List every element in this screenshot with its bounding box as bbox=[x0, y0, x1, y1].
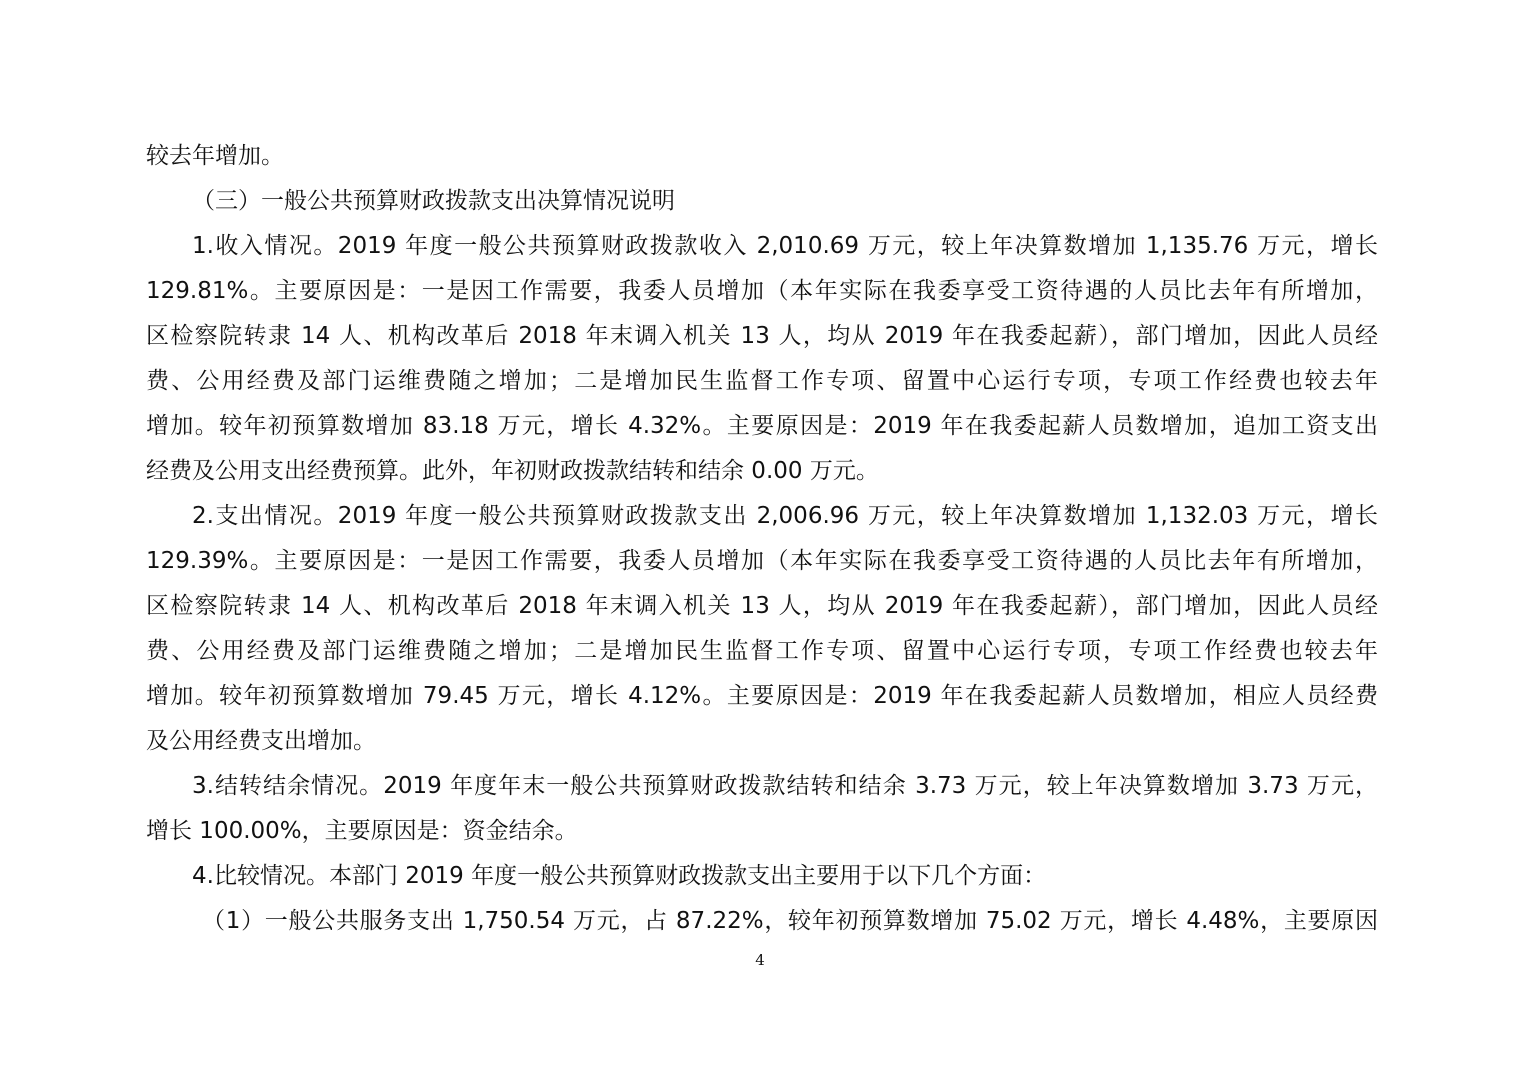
paragraph-line: 费、公用经费及部门运维费随之增加；二是增加民生监督工作专项、留置中心运行专项，专项工作经费也较去年 bbox=[146, 368, 1378, 394]
paragraph-line: 区检察院转隶 14 人、机构改革后 2018 年末调入机关 13 人，均从 2019 年在我委起薪），部门增加，因此人员经 bbox=[146, 593, 1378, 619]
page-number: 4 bbox=[755, 951, 765, 969]
paragraph-line: 129.81%。主要原因是：一是因工作需要，我委人员增加（本年实际在我委享受工资待遇的人员比去年有所增加， bbox=[146, 278, 1378, 304]
paragraph-line: 1.收入情况。2019 年度一般公共预算财政拨款收入 2,010.69 万元，较上年决算数增加 1,135.76 万元，增长 bbox=[192, 233, 1378, 259]
paragraph-line: 增加。较年初预算数增加 79.45 万元，增长 4.12%。主要原因是：2019 年在我委起薪人员数增加，相应人员经费 bbox=[146, 683, 1378, 709]
paragraph-line: 2.支出情况。2019 年度一般公共预算财政拨款支出 2,006.96 万元，较上年决算数增加 1,132.03 万元，增长 bbox=[192, 503, 1378, 529]
paragraph-line: （1）一般公共服务支出 1,750.54 万元，占 87.22%，较年初预算数增加 75.02 万元，增长 4.48%，主要原因 bbox=[202, 908, 1378, 934]
paragraph-line: 3.结转结余情况。2019 年度年末一般公共预算财政拨款结转和结余 3.73 万元，较上年决算数增加 3.73 万元， bbox=[192, 773, 1378, 799]
paragraph-line: 增加。较年初预算数增加 83.18 万元，增长 4.32%。主要原因是：2019 年在我委起薪人员数增加，追加工资支出 bbox=[146, 413, 1378, 439]
document-body bbox=[146, 134, 1378, 944]
paragraph-line: 及公用经费支出增加。 bbox=[146, 728, 376, 754]
paragraph-line: 区检察院转隶 14 人、机构改革后 2018 年末调入机关 13 人，均从 2019 年在我委起薪），部门增加，因此人员经 bbox=[146, 323, 1378, 349]
paragraph-line: 费、公用经费及部门运维费随之增加；二是增加民生监督工作专项、留置中心运行专项，专项工作经费也较去年 bbox=[146, 638, 1378, 664]
paragraph-line: 129.39%。主要原因是：一是因工作需要，我委人员增加（本年实际在我委享受工资待遇的人员比去年有所增加， bbox=[146, 548, 1378, 574]
paragraph-line: 增长 100.00%，主要原因是：资金结余。 bbox=[146, 818, 578, 844]
section-heading: （三）一般公共预算财政拨款支出决算情况说明 bbox=[192, 188, 675, 214]
paragraph-line: 经费及公用支出经费预算。此外，年初财政拨款结转和结余 0.00 万元。 bbox=[146, 458, 879, 484]
paragraph-line: 4.比较情况。本部门 2019 年度一般公共预算财政拨款支出主要用于以下几个方面： bbox=[192, 863, 1047, 889]
paragraph-line: 较去年增加。 bbox=[146, 143, 284, 169]
